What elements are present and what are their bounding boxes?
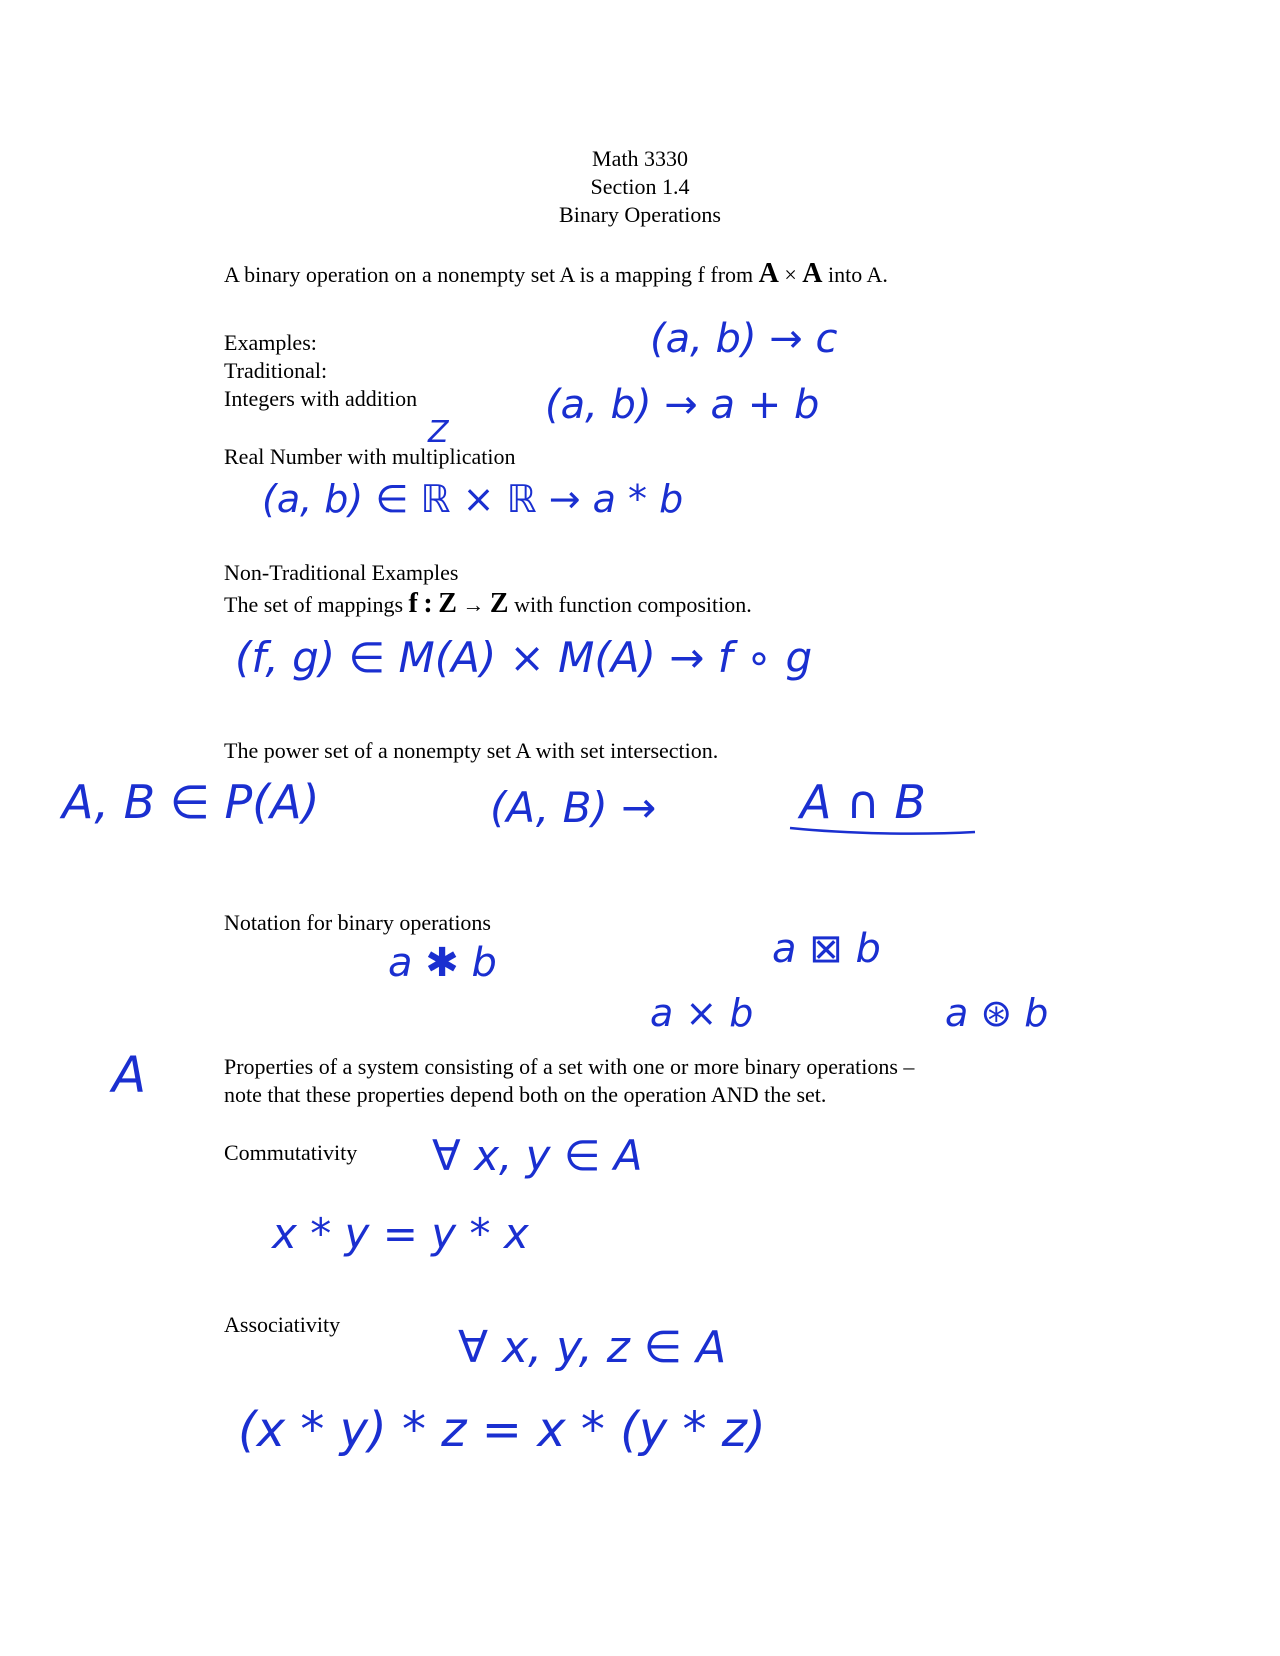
course-title: Math 3330 (592, 146, 688, 171)
handwritten-map-general: (a, b) → c (650, 316, 838, 362)
properties-line-2: note that these properties depend both on the operation AND the set. (224, 1082, 827, 1107)
handwritten-z-symbol: Z (428, 415, 449, 450)
handwritten-set-a: A (112, 1046, 147, 1104)
handwritten-power-membership: A, B ∈ P(A) (62, 775, 320, 829)
mapping-codomain: Z (489, 588, 509, 619)
product-left-set: A (758, 258, 779, 289)
product-right-set: A (802, 258, 823, 289)
handwritten-commutative-quantifier: ∀ x, y ∈ A (432, 1131, 643, 1180)
handwritten-map-composition: (f, g) ∈ M(A) × M(A) → f ∘ g (235, 633, 813, 682)
power-set-example: The power set of a nonempty set A with set intersection. (224, 738, 719, 763)
mapping-domain: Z (438, 588, 457, 619)
intersection-underline (790, 828, 975, 834)
handwritten-notation-other: a ⊛ b (945, 991, 1049, 1035)
handwritten-notation-box: a ⊠ b (772, 926, 881, 972)
mappings-suffix: with function composition. (514, 592, 752, 617)
handwritten-notation-times: a × b (650, 991, 754, 1035)
definition-suffix: into A. (828, 262, 888, 287)
mappings-example (224, 588, 752, 620)
reals-multiplication-example: Real Number with multiplication (224, 444, 516, 469)
definition-line (224, 258, 888, 290)
mapping-colon: : (423, 588, 433, 619)
handwritten-map-intersection: (A, B) → (490, 783, 657, 832)
definition-prefix: A binary operation on a nonempty set A is a mapping f from (224, 262, 754, 287)
mappings-prefix: The set of mappings (224, 592, 404, 617)
examples-heading: Examples: (224, 330, 317, 355)
properties-line-1: Properties of a system consisting of a set with one or more binary operations – (224, 1054, 915, 1079)
commutativity-label: Commutativity (224, 1140, 358, 1165)
handwritten-map-addition: (a, b) → a + b (545, 382, 820, 428)
handwritten-notation-star: a ✱ b (388, 940, 497, 986)
handwritten-intersection: A ∩ B (800, 775, 926, 829)
mapping-function-f: f (408, 588, 418, 619)
handwritten-map-multiplication: (a, b) ∈ ℝ × ℝ → a * b (262, 477, 684, 521)
mapping-arrow: → (462, 592, 485, 617)
notation-heading: Notation for binary operations (224, 910, 491, 935)
handwritten-commutative-law: x * y = y * x (272, 1209, 529, 1258)
times-symbol: × (784, 262, 797, 287)
associativity-label: Associativity (224, 1312, 341, 1337)
topic-title: Binary Operations (559, 202, 721, 227)
handwritten-associative-quantifier: ∀ x, y, z ∈ A (458, 1322, 727, 1373)
section-title: Section 1.4 (590, 174, 690, 199)
handwritten-associative-law: (x * y) * z = x * (y * z) (238, 1402, 766, 1458)
nontraditional-heading: Non-Traditional Examples (224, 560, 459, 585)
integers-addition-example: Integers with addition (224, 386, 418, 411)
traditional-heading: Traditional: (224, 358, 328, 383)
